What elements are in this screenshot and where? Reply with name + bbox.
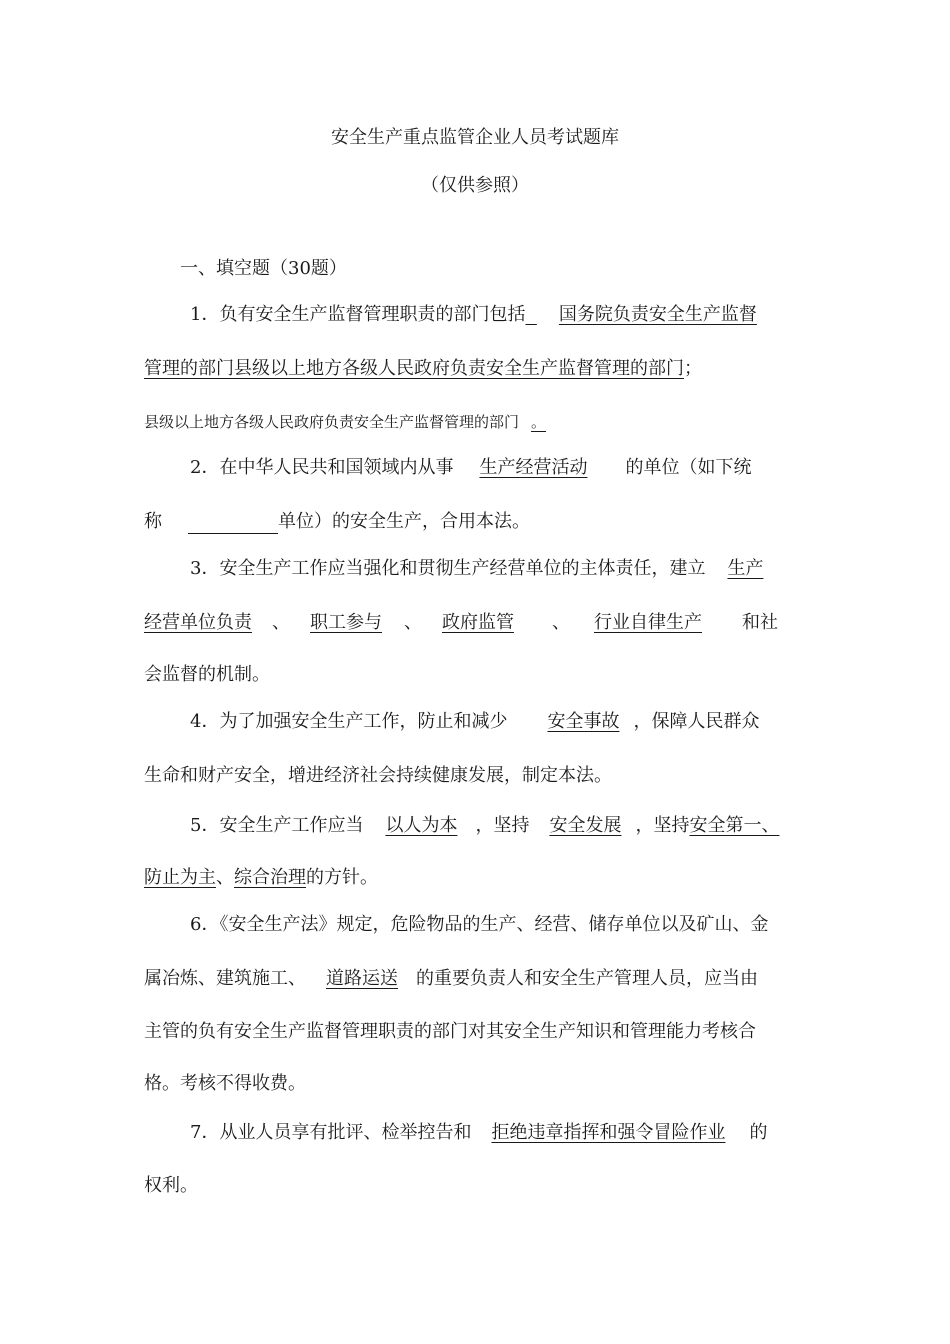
answer-text: 安全事故: [547, 711, 620, 732]
answer-text: 职工参与: [310, 612, 382, 633]
answer-text: 安全发展: [549, 815, 622, 836]
answer-text: 政府监管: [442, 612, 514, 633]
question-1-note: [144, 412, 562, 432]
question-text: 的方针。: [306, 867, 378, 888]
question-text: ，坚持: [475, 815, 530, 836]
question-6-line-4: 格。考核不得收费。: [144, 1073, 306, 1094]
question-text: 的单位（如下统: [625, 457, 752, 478]
question-text: 2．在中华人民共和国领域内从事: [190, 457, 454, 478]
question-6-line-2: [144, 967, 758, 991]
separator: 、: [404, 612, 422, 633]
question-6-line-1: 6．《安全生产法》规定，危险物品的生产、经营、储存单位以及矿山、金: [190, 914, 769, 935]
separator: 、: [272, 612, 290, 633]
question-text: 4．为了加强安全生产工作，防止和减少: [190, 711, 508, 732]
question-5-line-2: [144, 866, 378, 890]
question-text: ，坚持: [635, 815, 690, 836]
question-2-line-1: [190, 456, 751, 480]
note-end: 。: [531, 413, 547, 431]
question-3-line-2: [144, 611, 778, 635]
question-text: 和社: [742, 612, 778, 633]
question-7-line-1: [190, 1121, 767, 1145]
answer-text: 综合治理: [234, 867, 306, 888]
section-heading: 一、填空题（30题）: [180, 258, 347, 279]
question-text: 的: [749, 1122, 768, 1143]
question-text: 7．从业人员享有批评、检举控告和: [190, 1122, 472, 1143]
answer-text: 经营单位负责: [144, 612, 252, 633]
answer-text: 行业自律生产: [594, 612, 702, 633]
answer-text: 生产经营活动: [479, 457, 588, 478]
question-4-line-1: [190, 710, 759, 734]
question-text: 5．安全生产工作应当: [190, 815, 364, 836]
question-text: ，保障人民群众: [633, 711, 760, 732]
answer-underline-gap: [525, 304, 536, 325]
blank-line: [188, 513, 278, 534]
question-3-line-3: 会监督的机制。: [144, 664, 270, 685]
answer-text: 安全第一、: [689, 815, 780, 836]
answer-text: 以人为本: [385, 815, 458, 836]
question-1-line-2: [144, 357, 702, 381]
document-title: 安全生产重点监管企业人员考试题库: [331, 127, 619, 148]
question-text: ；: [684, 358, 702, 379]
question-1-line-1: [190, 303, 757, 327]
question-text: 称: [144, 511, 162, 532]
answer-text: 国务院负责安全生产监督: [558, 304, 757, 325]
answer-text: 管理的部门县级以上地方各级人民政府负责安全生产监督管理的部门: [144, 358, 684, 379]
note-text: 县级以上地方各级人民政府负责安全生产监督管理的部门: [144, 413, 520, 431]
question-5-line-1: [190, 814, 779, 838]
question-text: 1．负有安全生产监督管理职责的部门包括: [190, 304, 526, 325]
separator: 、: [552, 612, 570, 633]
question-text: 单位）的安全生产，合用本法。: [278, 511, 530, 532]
question-4-line-2: 生命和财产安全，增进经济社会持续健康发展，制定本法。: [144, 765, 612, 786]
answer-text: 道路运送: [326, 968, 398, 989]
question-2-line-2: [144, 510, 530, 534]
question-7-line-2: 权利。: [144, 1175, 198, 1196]
separator: 、: [216, 867, 234, 888]
question-text: 属冶炼、建筑施工、: [144, 968, 306, 989]
answer-text: 拒绝违章指挥和强令冒险作业: [491, 1122, 726, 1143]
question-3-line-1: [190, 557, 763, 581]
document-subtitle: （仅供参照）: [421, 175, 529, 196]
question-6-line-3: 主管的负有安全生产监督管理职责的部门对其安全生产知识和管理能力考核合: [144, 1021, 756, 1042]
answer-text: 生产: [727, 558, 764, 579]
question-text: 3．安全生产工作应当强化和贯彻生产经营单位的主体责任，建立: [190, 558, 706, 579]
answer-text: 防止为主: [144, 867, 216, 888]
question-text: 的重要负责人和安全生产管理人员，应当由: [416, 968, 758, 989]
